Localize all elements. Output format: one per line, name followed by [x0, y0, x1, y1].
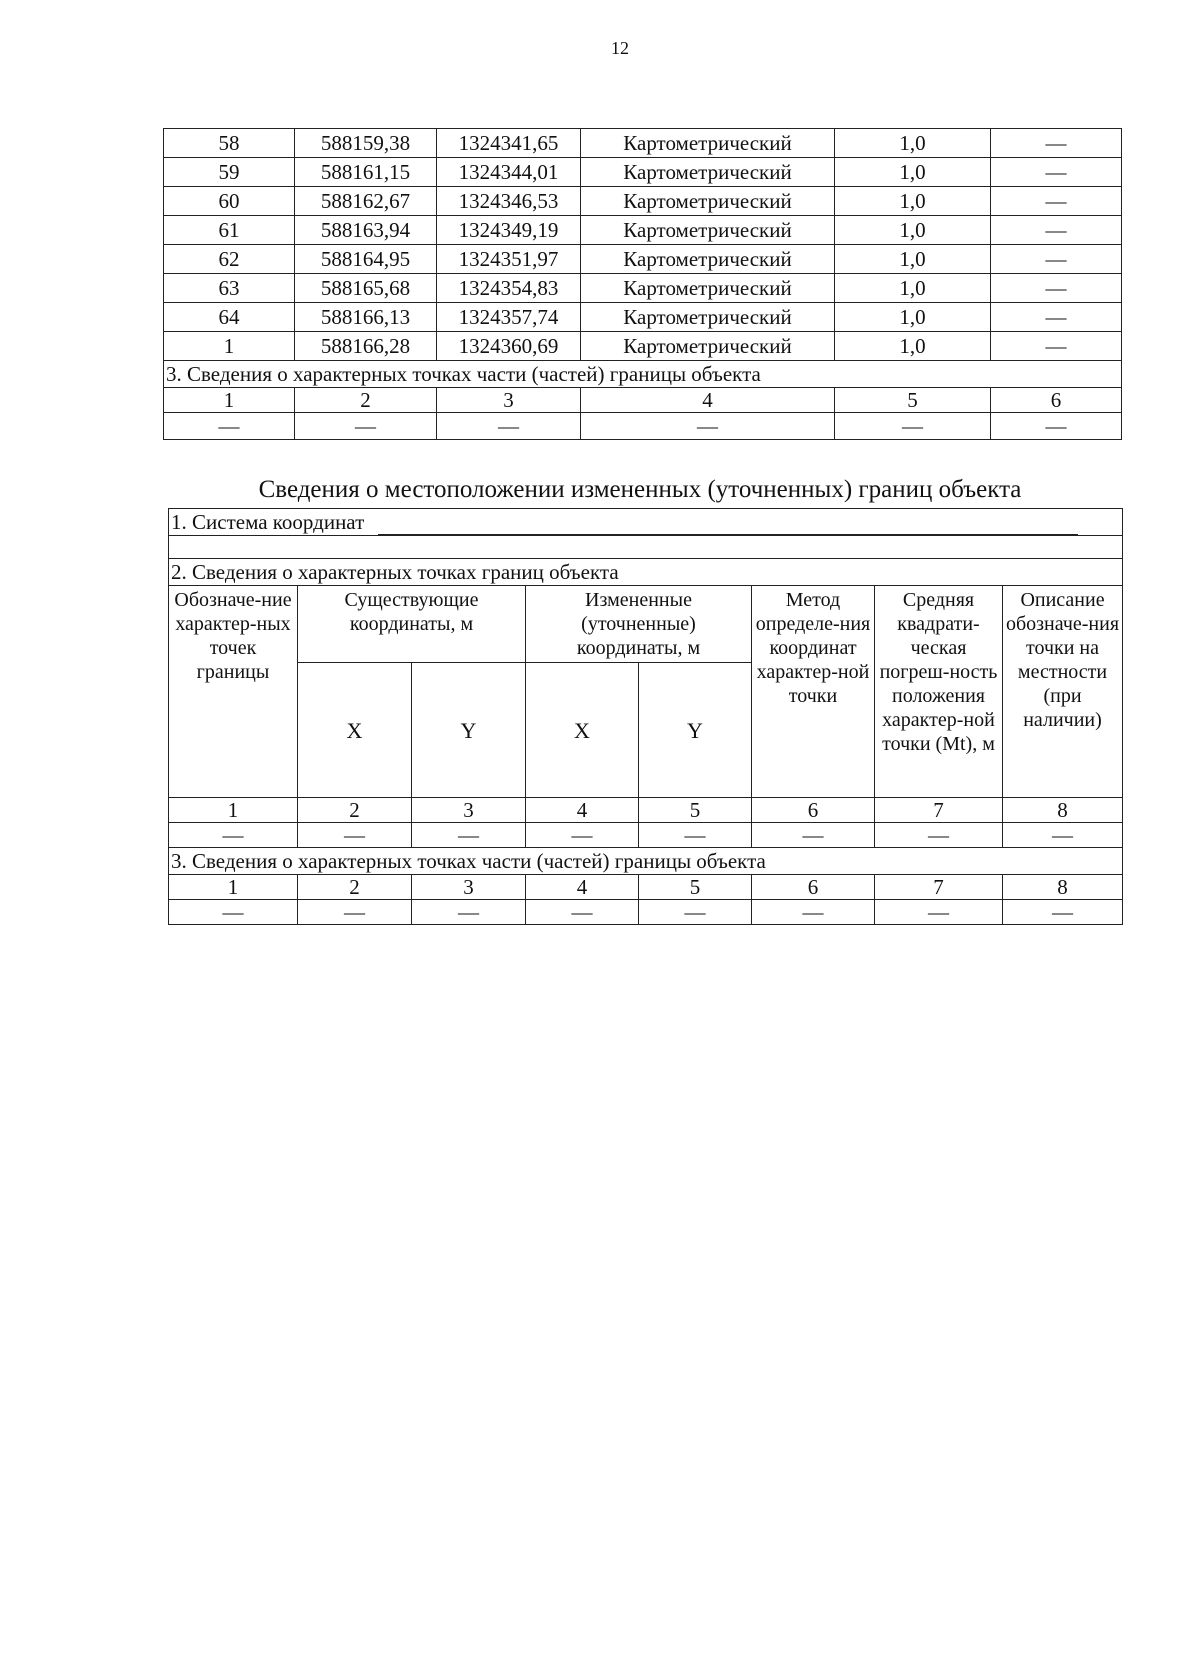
section3-title-row [169, 848, 1123, 875]
value-cell: — [639, 823, 752, 848]
y-coordinate-cell: 1324360,69 [437, 332, 581, 361]
mt-error-cell: 1,0 [835, 332, 991, 361]
changed-boundaries-body [169, 798, 1123, 925]
point-number-cell: 60 [164, 187, 295, 216]
method-cell: Картометрический [581, 187, 835, 216]
description-cell: — [991, 158, 1122, 187]
column-index-cell: 7 [875, 875, 1003, 900]
value-cell: — [875, 823, 1003, 848]
changed-boundaries-table [168, 508, 1123, 925]
mt-error-cell: 1,0 [835, 158, 991, 187]
value-cell: — [752, 900, 875, 925]
column-index-cell: 4 [526, 798, 639, 823]
header-method: Метод определе-ния координат характер-ной точки [752, 586, 875, 798]
header-existing-coords: Существующие координаты, м [298, 586, 526, 663]
point-number-cell: 64 [164, 303, 295, 332]
column-index-cell: 3 [412, 875, 526, 900]
point-number-cell: 61 [164, 216, 295, 245]
description-cell: — [991, 332, 1122, 361]
coord-system-label: 1. Система координат [171, 509, 365, 534]
point-number-cell: 59 [164, 158, 295, 187]
x-coordinate-cell: 588164,95 [295, 245, 437, 274]
method-cell: Картометрический [581, 245, 835, 274]
description-cell: — [991, 216, 1122, 245]
blank-cell [169, 536, 1123, 559]
table-row [164, 303, 1122, 332]
mt-error-cell: 1,0 [835, 274, 991, 303]
x-coordinate-cell: 588161,15 [295, 158, 437, 187]
header-description: Описание обозначе-ния точки на местности (при наличии) [1003, 586, 1123, 798]
value-cell: — [412, 823, 526, 848]
column-index-cell: 4 [581, 388, 835, 413]
column-index-cell: 2 [295, 388, 437, 413]
value-cell: — [412, 900, 526, 925]
value-row [169, 823, 1123, 848]
section3-title: 3. Сведения о характерных точках части (частей) границы объекта [169, 848, 1123, 875]
x-coordinate-cell: 588165,68 [295, 274, 437, 303]
x-coordinate-cell: 588159,38 [295, 129, 437, 158]
method-cell: Картометрический [581, 129, 835, 158]
blank-row [169, 536, 1123, 559]
header-changed-coords: Измененные (уточненные) координаты, м [526, 586, 752, 663]
header-changed-x: X [526, 663, 639, 798]
y-coordinate-cell: 1324357,74 [437, 303, 581, 332]
mt-error-cell: 1,0 [835, 245, 991, 274]
section-heading: Сведения о местоположении измененных (уточненных) границ объекта [258, 476, 1022, 503]
method-cell: Картометрический [581, 158, 835, 187]
y-coordinate-cell: 1324354,83 [437, 274, 581, 303]
table-row [164, 158, 1122, 187]
value-cell: — [298, 823, 412, 848]
column-index-cell: 1 [169, 875, 298, 900]
y-coordinate-cell: 1324346,53 [437, 187, 581, 216]
header-existing-x: X [298, 663, 412, 798]
value-cell: — [298, 900, 412, 925]
header-designation: Обозначе-ние характер-ных точек границы [169, 586, 298, 798]
value-cell: — [1003, 900, 1123, 925]
section2-title: 2. Сведения о характерных точках границ объекта [169, 559, 1123, 586]
point-number-cell: 63 [164, 274, 295, 303]
column-index-cell: 6 [752, 875, 875, 900]
description-cell: — [991, 129, 1122, 158]
mt-error-cell: 1,0 [835, 187, 991, 216]
value-cell: — [639, 900, 752, 925]
value-cell: — [581, 413, 835, 440]
column-index-cell: 1 [164, 388, 295, 413]
boundary-points-table [163, 128, 1122, 440]
value-cell: — [437, 413, 581, 440]
description-cell: — [991, 303, 1122, 332]
table-row [164, 274, 1122, 303]
column-index-cell: 2 [298, 875, 412, 900]
column-index-cell: 7 [875, 798, 1003, 823]
mt-error-cell: 1,0 [835, 303, 991, 332]
value-cell: — [1003, 823, 1123, 848]
column-index-cell: 5 [639, 798, 752, 823]
method-cell: Картометрический [581, 332, 835, 361]
header-row-1 [169, 586, 1123, 663]
index-row [169, 798, 1123, 823]
header-mt: Средняя квадрати-ческая погреш-ность положения характер-ной точки (Mt), м [875, 586, 1003, 798]
section3-index-row [164, 388, 1122, 413]
method-cell: Картометрический [581, 274, 835, 303]
value-cell: — [526, 900, 639, 925]
table-row [164, 332, 1122, 361]
boundary-points-body [164, 129, 1122, 440]
value-cell: — [169, 823, 298, 848]
value-cell: — [295, 413, 437, 440]
method-cell: Картометрический [581, 216, 835, 245]
x-coordinate-cell: 588166,28 [295, 332, 437, 361]
x-coordinate-cell: 588166,13 [295, 303, 437, 332]
column-index-cell: 3 [437, 388, 581, 413]
x-coordinate-cell: 588163,94 [295, 216, 437, 245]
value-cell: — [835, 413, 991, 440]
coord-system-value-line [378, 514, 1078, 535]
header-existing-y: Y [412, 663, 526, 798]
point-number-cell: 58 [164, 129, 295, 158]
y-coordinate-cell: 1324344,01 [437, 158, 581, 187]
column-index-cell: 4 [526, 875, 639, 900]
section2-title-row [169, 559, 1123, 586]
page-number: 12 [611, 38, 629, 58]
column-index-cell: 5 [639, 875, 752, 900]
value-cell: — [752, 823, 875, 848]
method-cell: Картометрический [581, 303, 835, 332]
table-row [164, 245, 1122, 274]
section3-value-row [169, 900, 1123, 925]
section3-title: 3. Сведения о характерных точках части (частей) границы объекта [164, 361, 1122, 388]
value-cell: — [875, 900, 1003, 925]
table-row [164, 216, 1122, 245]
header-changed-y: Y [639, 663, 752, 798]
coord-system-cell [169, 509, 1123, 536]
point-number-cell: 62 [164, 245, 295, 274]
value-cell: — [991, 413, 1122, 440]
description-cell: — [991, 187, 1122, 216]
column-index-cell: 8 [1003, 798, 1123, 823]
value-cell: — [164, 413, 295, 440]
column-index-cell: 5 [835, 388, 991, 413]
table-row [164, 187, 1122, 216]
column-index-cell: 6 [752, 798, 875, 823]
description-cell: — [991, 274, 1122, 303]
coord-system-row [169, 509, 1123, 536]
section3-value-row [164, 413, 1122, 440]
point-number-cell: 1 [164, 332, 295, 361]
table-row [164, 129, 1122, 158]
y-coordinate-cell: 1324349,19 [437, 216, 581, 245]
description-cell: — [991, 245, 1122, 274]
column-index-cell: 1 [169, 798, 298, 823]
section3-index-row [169, 875, 1123, 900]
mt-error-cell: 1,0 [835, 216, 991, 245]
value-cell: — [169, 900, 298, 925]
column-index-cell: 3 [412, 798, 526, 823]
column-index-cell: 2 [298, 798, 412, 823]
x-coordinate-cell: 588162,67 [295, 187, 437, 216]
mt-error-cell: 1,0 [835, 129, 991, 158]
y-coordinate-cell: 1324351,97 [437, 245, 581, 274]
column-index-cell: 6 [991, 388, 1122, 413]
column-index-cell: 8 [1003, 875, 1123, 900]
section3-title-row [164, 361, 1122, 388]
value-cell: — [526, 823, 639, 848]
y-coordinate-cell: 1324341,65 [437, 129, 581, 158]
